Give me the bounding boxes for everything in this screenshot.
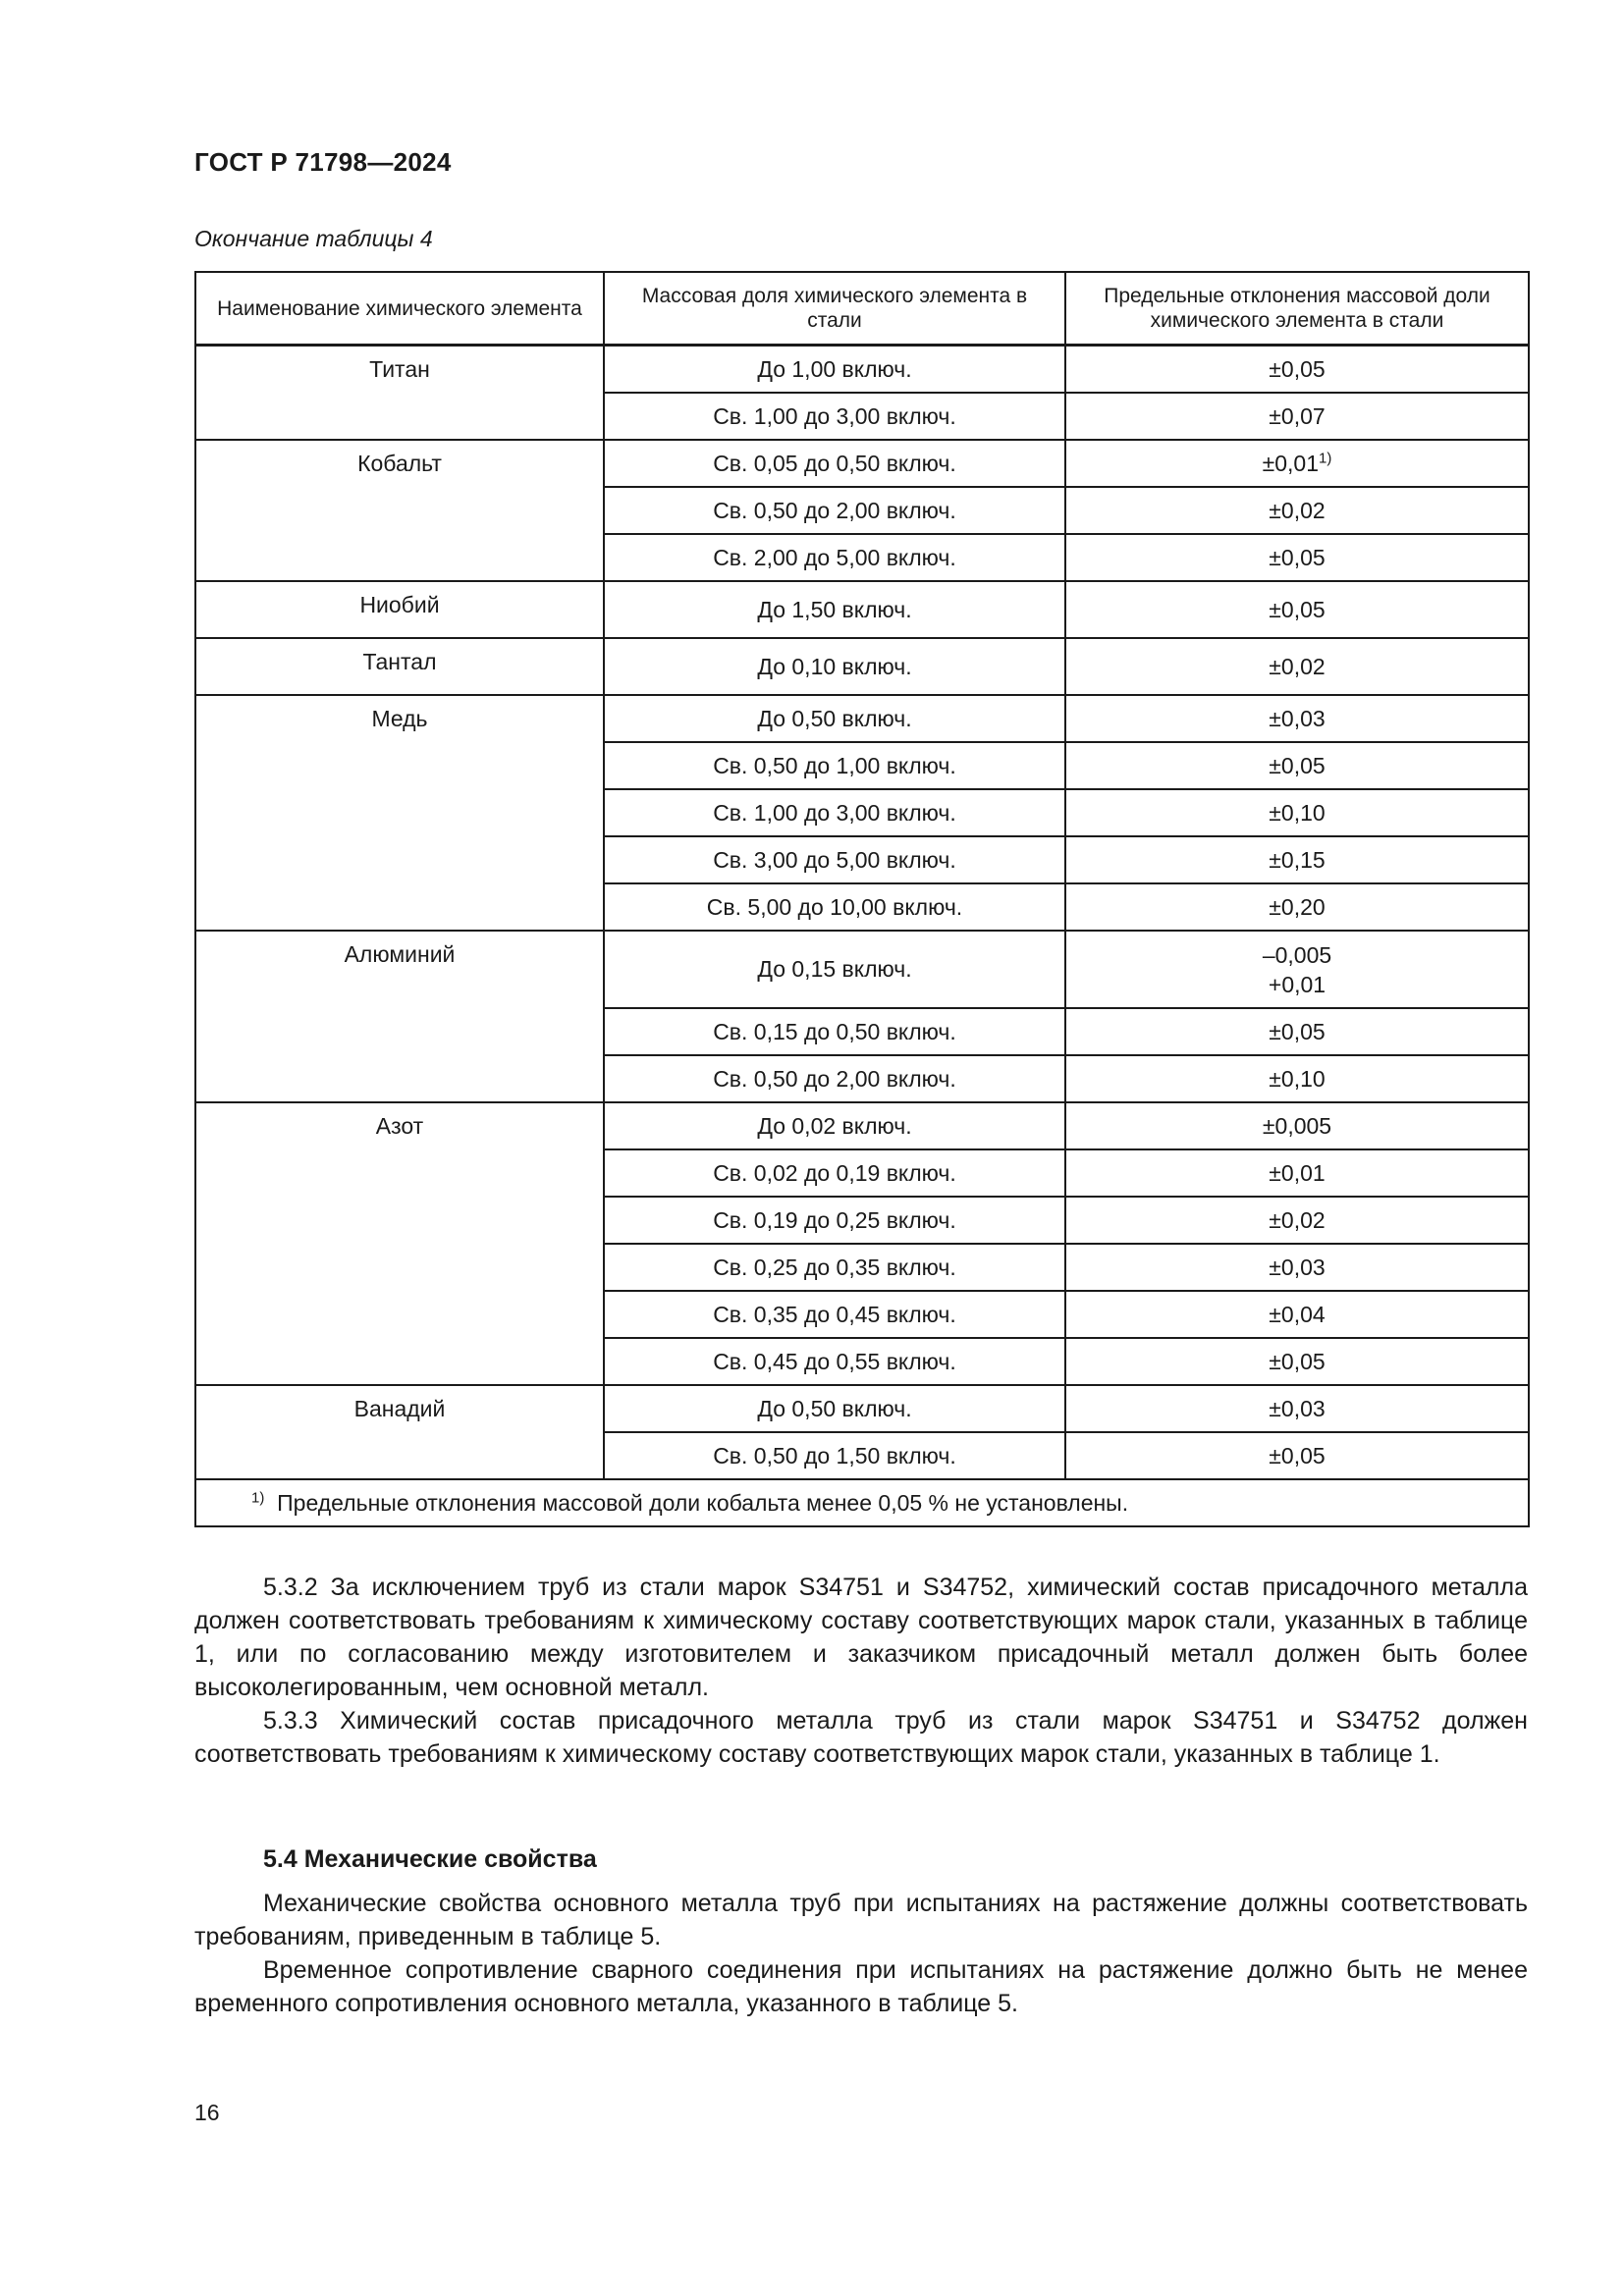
mass-fraction-cell: Св. 0,02 до 0,19 включ. xyxy=(604,1149,1065,1197)
deviation-cell xyxy=(1065,1432,1529,1479)
table-row xyxy=(195,440,1529,487)
deviation-value: ±0,15 xyxy=(1269,846,1326,873)
deviation-cell xyxy=(1065,1244,1529,1291)
mass-fraction-cell: До 0,50 включ. xyxy=(604,695,1065,742)
mass-fraction-cell: Св. 0,45 до 0,55 включ. xyxy=(604,1338,1065,1385)
mass-fraction-cell: Св. 3,00 до 5,00 включ. xyxy=(604,836,1065,883)
deviation-cell xyxy=(1065,1055,1529,1102)
deviation-cell xyxy=(1065,742,1529,789)
element-name-cell: Тантал xyxy=(195,638,604,695)
mass-fraction-cell: До 0,02 включ. xyxy=(604,1102,1065,1149)
deviation-cell xyxy=(1065,1102,1529,1149)
deviation-cell xyxy=(1065,1149,1529,1197)
paragraphs-5-4 xyxy=(194,1887,1528,2020)
deviation-cell xyxy=(1065,1008,1529,1055)
table-row xyxy=(195,581,1529,638)
element-name-cell: Ванадий xyxy=(195,1385,604,1479)
column-header-mass-fraction: Массовая доля химического элемента в стали xyxy=(604,272,1065,346)
deviation-line: +0,01 xyxy=(1268,971,1326,997)
deviation-value: ±0,005 xyxy=(1262,1112,1332,1139)
mass-fraction-cell: До 1,50 включ. xyxy=(604,581,1065,638)
deviation-value: ±0,05 xyxy=(1269,1348,1326,1374)
table-row xyxy=(195,1385,1529,1432)
footnote-marker: 1) xyxy=(251,1488,265,1506)
paragraphs-5-3 xyxy=(194,1571,1528,1771)
deviation-cell xyxy=(1065,1385,1529,1432)
mass-fraction-cell: Св. 0,25 до 0,35 включ. xyxy=(604,1244,1065,1291)
deviation-cell xyxy=(1065,1291,1529,1338)
mass-fraction-cell: До 0,10 включ. xyxy=(604,638,1065,695)
mass-fraction-cell: Св. 0,19 до 0,25 включ. xyxy=(604,1197,1065,1244)
table-row xyxy=(195,695,1529,742)
deviation-value: ±0,05 xyxy=(1269,544,1326,570)
deviation-cell xyxy=(1065,789,1529,836)
mass-fraction-cell: До 1,00 включ. xyxy=(604,346,1065,394)
page-number: 16 xyxy=(194,2100,220,2125)
element-name-cell: Ниобий xyxy=(195,581,604,638)
deviation-cell xyxy=(1065,487,1529,534)
deviation-value: ±0,20 xyxy=(1269,893,1326,920)
mass-fraction-cell: Св. 1,00 до 3,00 включ. xyxy=(604,789,1065,836)
element-name-cell: Медь xyxy=(195,695,604,931)
deviation-value: ±0,10 xyxy=(1269,799,1326,826)
paragraph-5-3-2: 5.3.2 За исключением труб из стали марок S34751 и S34752, химический состав присадочного металла должен соответствовать требованиям к химическому составу соответствующих марок стали, указанных в таблице 1, или по согласованию между изготовителем и заказчиком присадочный металл должен быть более высоколегированным, чем основной металл. xyxy=(194,1574,1528,1701)
deviation-line: –0,005 xyxy=(1262,941,1332,968)
footnote-marker: 1) xyxy=(1319,449,1332,466)
mass-fraction-cell: Св. 0,15 до 0,50 включ. xyxy=(604,1008,1065,1055)
deviation-value: ±0,01 xyxy=(1262,450,1320,476)
element-name-cell: Алюминий xyxy=(195,931,604,1102)
deviation-value: ±0,05 xyxy=(1269,1442,1326,1468)
deviation-cell xyxy=(1065,1338,1529,1385)
deviation-cell xyxy=(1065,836,1529,883)
element-name-cell: Кобальт xyxy=(195,440,604,581)
footnote-text: Предельные отклонения массовой доли кобальта менее 0,05 % не установлены. xyxy=(277,1489,1129,1516)
deviation-cell xyxy=(1065,695,1529,742)
deviation-value: ±0,03 xyxy=(1269,705,1326,731)
deviation-cell xyxy=(1065,581,1529,638)
deviation-cell xyxy=(1065,1197,1529,1244)
deviation-cell xyxy=(1065,534,1529,581)
deviation-value: ±0,02 xyxy=(1269,497,1326,523)
table-row xyxy=(195,346,1529,394)
deviation-value: ±0,01 xyxy=(1269,1159,1326,1186)
deviation-cell xyxy=(1065,883,1529,931)
deviation-value: ±0,05 xyxy=(1269,355,1326,382)
deviation-value: ±0,05 xyxy=(1269,1018,1326,1044)
mass-fraction-cell: Св. 2,00 до 5,00 включ. xyxy=(604,534,1065,581)
deviation-value: ±0,03 xyxy=(1269,1254,1326,1280)
mass-fraction-cell: Св. 0,50 до 2,00 включ. xyxy=(604,1055,1065,1102)
footnote-row xyxy=(195,1479,1529,1526)
table-caption: Окончание таблицы 4 xyxy=(194,226,433,251)
deviation-cell xyxy=(1065,393,1529,440)
deviation-value: ±0,02 xyxy=(1269,1206,1326,1233)
deviation-value: ±0,10 xyxy=(1269,1065,1326,1092)
paragraph-5-4-a: Механические свойства основного металла труб при испытаниях на растяжение должны соответствовать требованиям, приведенным в таблице 5. xyxy=(194,1890,1528,1950)
mass-fraction-cell: Св. 1,00 до 3,00 включ. xyxy=(604,393,1065,440)
document-header: ГОСТ Р 71798—2024 xyxy=(194,147,452,177)
mass-fraction-cell: Св. 0,05 до 0,50 включ. xyxy=(604,440,1065,487)
table-header-row xyxy=(195,272,1529,346)
mass-fraction-cell: Св. 0,35 до 0,45 включ. xyxy=(604,1291,1065,1338)
deviation-value: ±0,05 xyxy=(1269,752,1326,778)
deviation-cell xyxy=(1065,931,1529,1008)
mass-fraction-cell: Св. 0,50 до 1,50 включ. xyxy=(604,1432,1065,1479)
deviation-cell xyxy=(1065,346,1529,394)
table-row xyxy=(195,638,1529,695)
table-footnote xyxy=(195,1479,1529,1526)
mass-fraction-cell: Св. 0,50 до 2,00 включ. xyxy=(604,487,1065,534)
element-name-cell: Титан xyxy=(195,346,604,441)
deviation-cell xyxy=(1065,440,1529,487)
deviation-value: ±0,05 xyxy=(1269,596,1326,622)
table-row xyxy=(195,931,1529,1008)
mass-fraction-cell: Св. 5,00 до 10,00 включ. xyxy=(604,883,1065,931)
column-header-deviation: Предельные отклонения массовой доли химического элемента в стали xyxy=(1065,272,1529,346)
section-title-5-4: 5.4 Механические свойства xyxy=(263,1845,597,1873)
deviation-value: ±0,07 xyxy=(1269,402,1326,429)
mass-fraction-cell: Св. 0,50 до 1,00 включ. xyxy=(604,742,1065,789)
column-header-element: Наименование химического элемента xyxy=(195,272,604,346)
element-name-cell: Азот xyxy=(195,1102,604,1385)
table-row xyxy=(195,1102,1529,1149)
chemical-deviation-table xyxy=(194,271,1530,1527)
paragraph-5-3-3: 5.3.3 Химический состав присадочного металла труб из стали марок S34751 и S34752 должен соответствовать требованиям к химическому составу соответствующих марок стали, указанных в таблице 1. xyxy=(194,1707,1528,1768)
deviation-value: ±0,04 xyxy=(1269,1301,1326,1327)
deviation-cell xyxy=(1065,638,1529,695)
mass-fraction-cell: До 0,15 включ. xyxy=(604,931,1065,1008)
deviation-value: ±0,02 xyxy=(1269,653,1326,679)
deviation-value: ±0,03 xyxy=(1269,1395,1326,1421)
mass-fraction-cell: До 0,50 включ. xyxy=(604,1385,1065,1432)
paragraph-5-4-b: Временное сопротивление сварного соединения при испытаниях на растяжение должно быть не менее временного сопротивления основного металла, указанного в таблице 5. xyxy=(194,1956,1528,2017)
